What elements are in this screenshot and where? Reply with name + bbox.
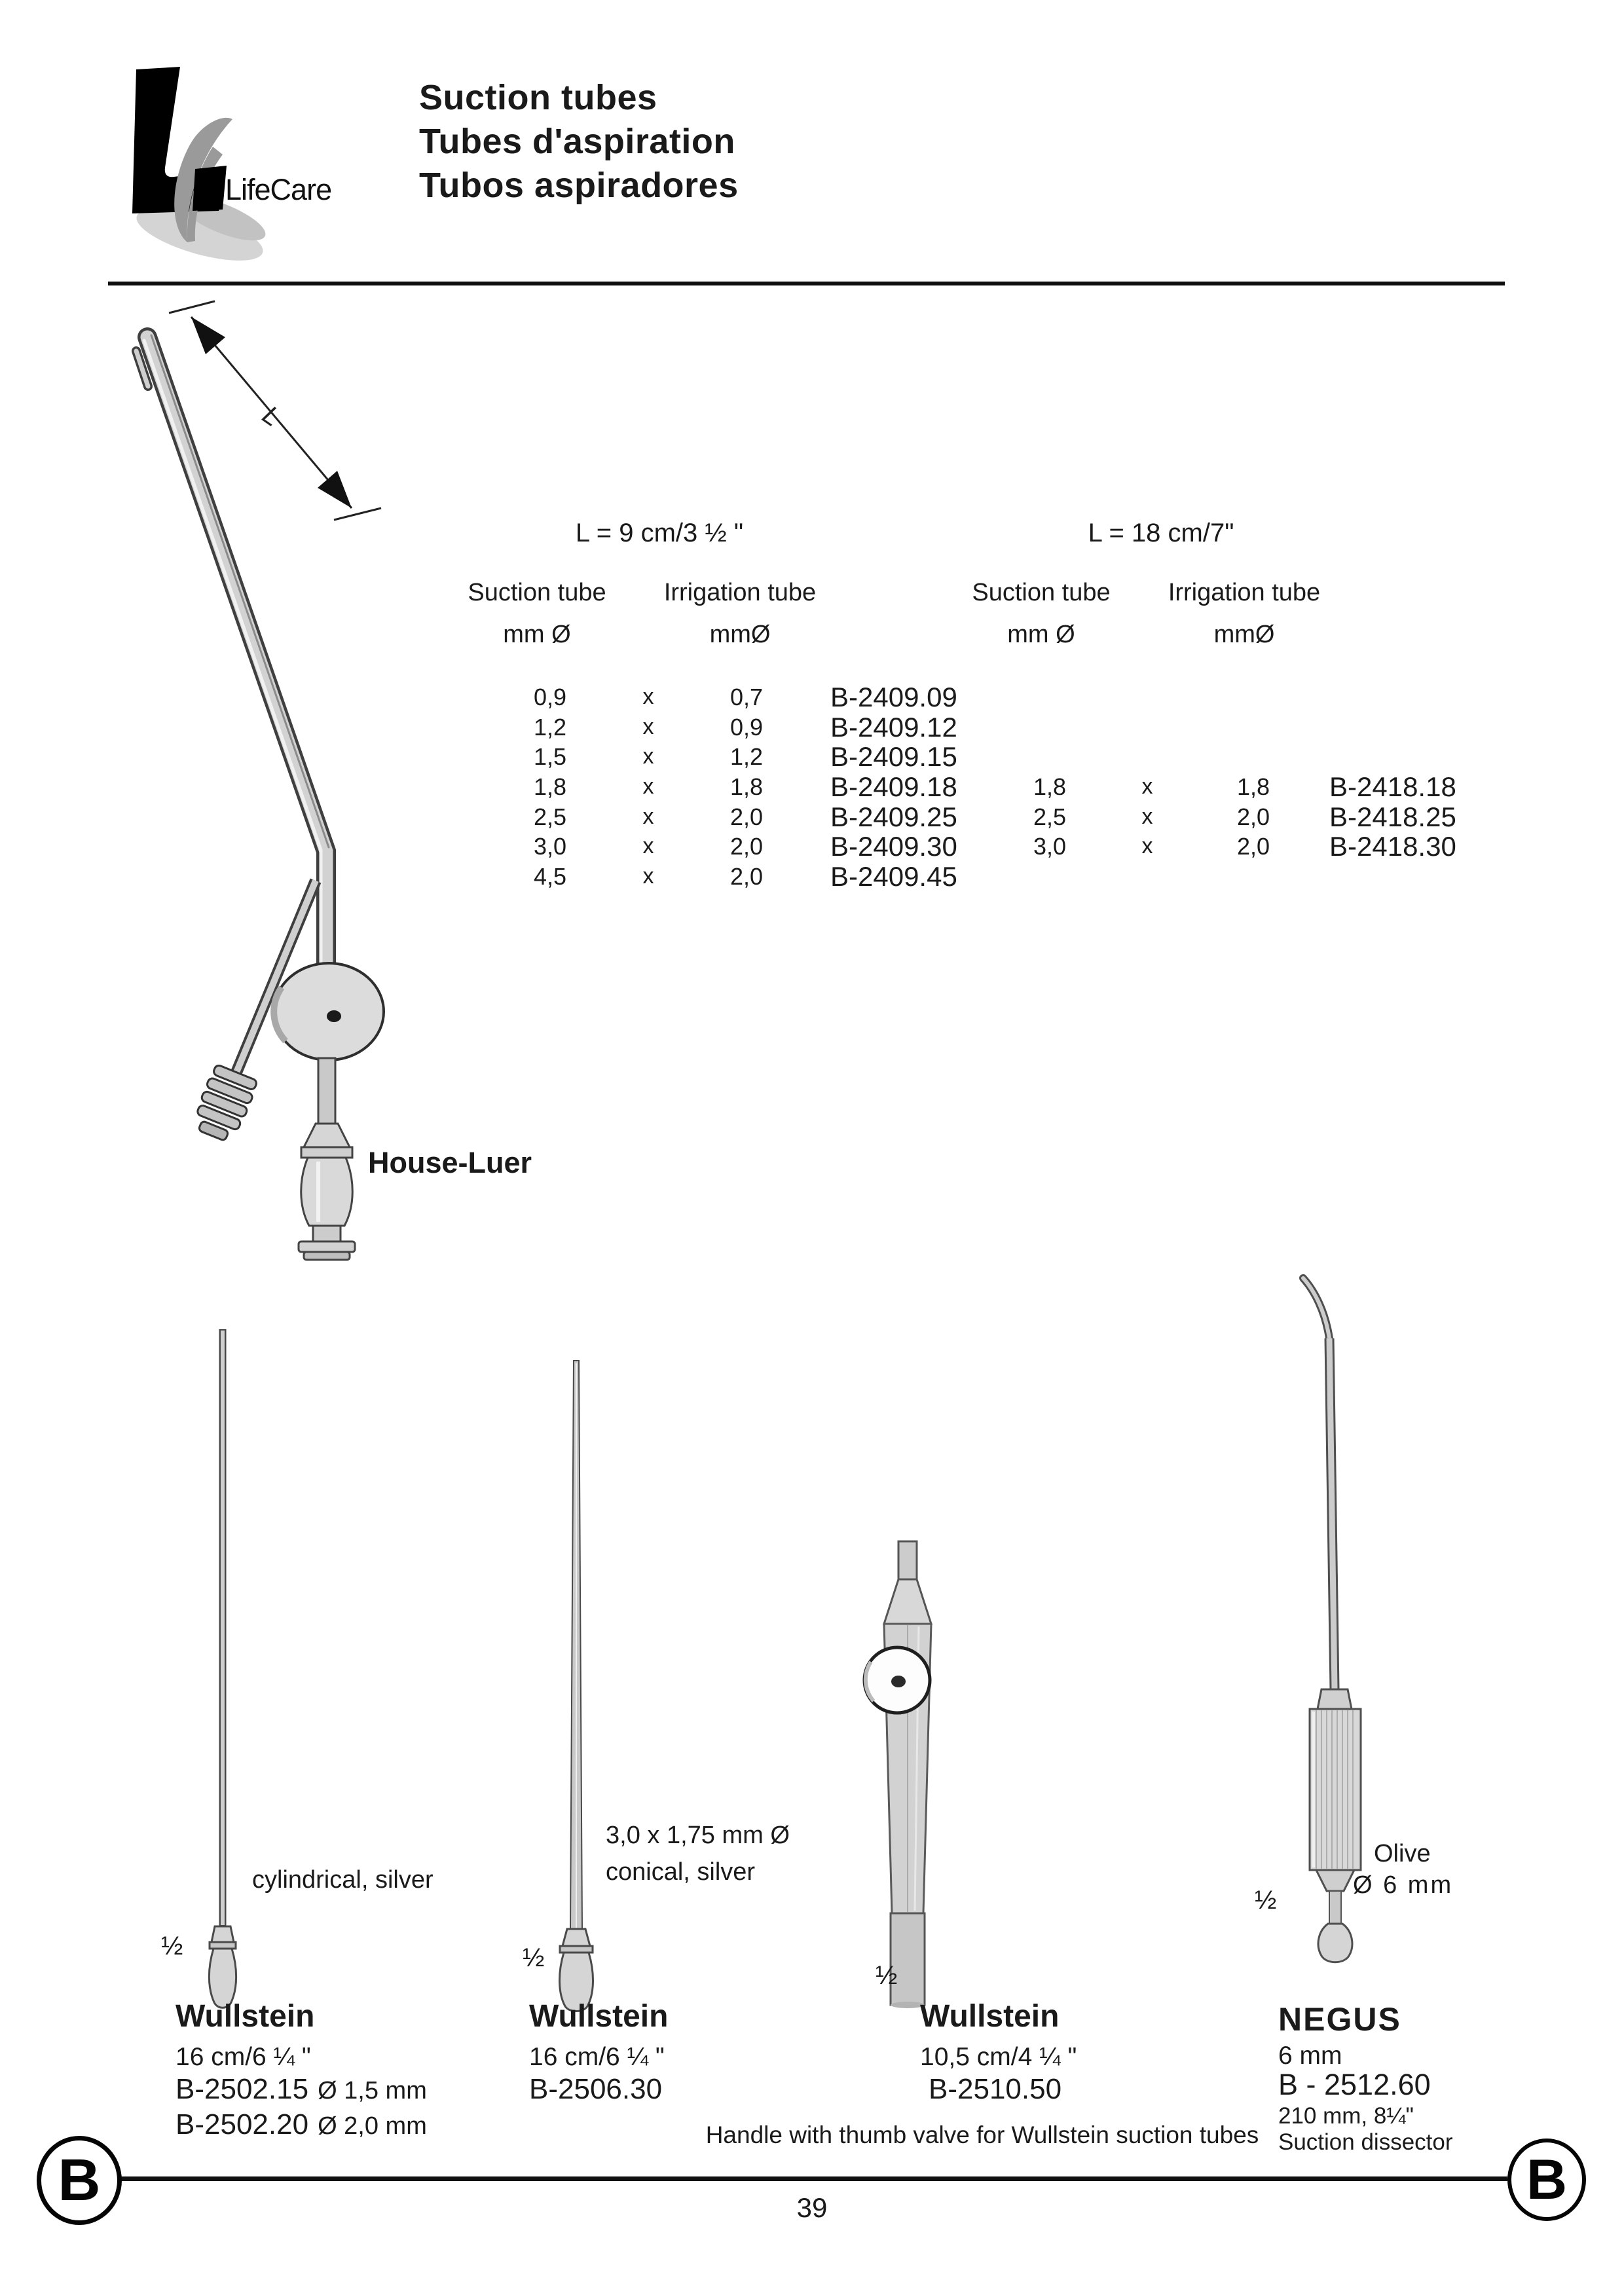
product-code: B-2409.30 bbox=[830, 831, 957, 862]
col-header-suction-left: Suction tube bbox=[468, 579, 606, 606]
luer-hub bbox=[299, 1058, 355, 1260]
col-header-irrigation-left: Irrigation tube bbox=[663, 579, 817, 606]
code: B-2506.30 bbox=[529, 2073, 663, 2105]
product-code: B-2409.12 bbox=[830, 711, 957, 743]
times-separator: x bbox=[642, 834, 654, 859]
product-code: B-2409.25 bbox=[830, 801, 957, 832]
product-name: Wullstein bbox=[175, 1999, 315, 2034]
times-separator: x bbox=[642, 714, 654, 739]
suction-diameter: 1,2 bbox=[533, 713, 567, 741]
table-row bbox=[0, 772, 1624, 802]
table-row bbox=[0, 832, 1624, 862]
title-es: Tubos aspiradores bbox=[419, 166, 739, 205]
times-separator: x bbox=[642, 774, 654, 799]
unit-header-irrigation-right: mmØ bbox=[1213, 621, 1275, 648]
header-divider bbox=[108, 282, 1505, 285]
wullstein-handle-illustration bbox=[851, 1532, 976, 2017]
wullstein-cylindrical-illustration bbox=[190, 1323, 268, 2017]
scale-mark: ½ bbox=[523, 1943, 545, 1972]
times-separator: x bbox=[1141, 774, 1153, 799]
ribbed-connector bbox=[190, 1064, 259, 1145]
annotation-conical: conical, silver bbox=[606, 1858, 756, 1886]
code: B-2502.15 bbox=[175, 2073, 309, 2105]
table-row bbox=[0, 802, 1624, 832]
unit-header-irrigation-left: mmØ bbox=[709, 621, 771, 648]
scale-mark: ½ bbox=[876, 1961, 898, 1990]
table-row bbox=[0, 862, 1624, 892]
suction-diameter: 4,5 bbox=[533, 863, 567, 890]
page-number: 39 bbox=[796, 2192, 828, 2223]
suction-diameter: 0,9 bbox=[533, 684, 567, 710]
product-code-line bbox=[175, 2108, 427, 2141]
irrigation-diameter: 0,7 bbox=[729, 684, 764, 710]
suction-diameter: 2,5 bbox=[533, 803, 567, 830]
table-row bbox=[0, 682, 1624, 712]
col-header-suction-right: Suction tube bbox=[972, 579, 1111, 606]
title-fr: Tubes d'aspiration bbox=[419, 122, 735, 161]
thumb-valve-disc bbox=[864, 1647, 930, 1713]
suction-diameter: 1,8 bbox=[533, 773, 567, 801]
lifecare-logo bbox=[124, 63, 321, 279]
product-code: B-2409.09 bbox=[830, 682, 957, 712]
product-type-detail: Suction dissector bbox=[1278, 2129, 1453, 2155]
times-separator: x bbox=[1141, 834, 1153, 859]
irrigation-diameter: 2,0 bbox=[729, 803, 764, 830]
irrigation-diameter: 1,8 bbox=[1236, 773, 1270, 800]
irrigation-diameter: 1,2 bbox=[729, 743, 764, 771]
wullstein-conical-illustration bbox=[537, 1349, 622, 2023]
code-spec: Ø 1,5 mm bbox=[318, 2077, 427, 2104]
code: B-2510.50 bbox=[929, 2073, 1062, 2105]
product-code: B-2418.18 bbox=[1329, 771, 1456, 802]
times-separator: x bbox=[642, 803, 654, 829]
product-code: B-2409.15 bbox=[830, 741, 957, 773]
handle-caption: Handle with thumb valve for Wullstein suction tubes bbox=[705, 2121, 1259, 2148]
table-right-length-header: L = 18 cm/7" bbox=[1088, 519, 1234, 547]
times-separator: x bbox=[642, 864, 654, 889]
product-length-detail: 210 mm, 8¼" bbox=[1278, 2103, 1414, 2129]
table-row bbox=[0, 712, 1624, 743]
irrigation-diameter: 2,0 bbox=[1236, 833, 1270, 860]
logo-letter-c-foot bbox=[193, 166, 227, 211]
suction-diameter: 3,0 bbox=[533, 833, 567, 860]
suction-diameter: 1,8 bbox=[1033, 773, 1067, 800]
code: B-2502.20 bbox=[175, 2108, 309, 2140]
times-separator: x bbox=[642, 744, 654, 769]
product-size: 6 mm bbox=[1278, 2042, 1342, 2070]
product-code-line bbox=[529, 2073, 662, 2106]
irrigation-diameter: 1,8 bbox=[729, 773, 764, 801]
olive-tip bbox=[1318, 1924, 1352, 1962]
title-en: Suction tubes bbox=[419, 78, 657, 117]
product-name: NEGUS bbox=[1278, 2001, 1401, 2038]
code-spec: Ø 2,0 mm bbox=[318, 2112, 427, 2140]
product-code: B-2418.30 bbox=[1329, 831, 1456, 862]
code: B - 2512.60 bbox=[1278, 2068, 1431, 2101]
table-left-length-header: L = 9 cm/3 ½ " bbox=[575, 519, 744, 547]
footer-divider bbox=[120, 2176, 1507, 2181]
unit-header-suction-left: mm Ø bbox=[503, 621, 571, 648]
product-code: B-2409.45 bbox=[830, 861, 957, 892]
page-title bbox=[419, 76, 739, 208]
figure-label: House-Luer bbox=[368, 1146, 532, 1179]
product-code-line bbox=[929, 2073, 1061, 2106]
product-code: B-2418.25 bbox=[1329, 801, 1456, 832]
table-right-rows bbox=[0, 772, 1624, 862]
product-name: Wullstein bbox=[920, 1999, 1060, 2034]
annotation-cylindrical: cylindrical, silver bbox=[252, 1866, 434, 1894]
suction-diameter: 3,0 bbox=[1033, 833, 1067, 860]
annotation-olive-diameter: Ø 6 mm bbox=[1353, 1871, 1454, 1899]
times-separator: x bbox=[642, 684, 654, 709]
irrigation-diameter: 2,0 bbox=[729, 833, 764, 860]
unit-header-suction-right: mm Ø bbox=[1007, 621, 1075, 648]
product-size: 10,5 cm/4 ¼ " bbox=[920, 2043, 1077, 2071]
product-code-line bbox=[1278, 2068, 1431, 2102]
section-badge-left: B bbox=[37, 2136, 122, 2225]
dimension-label: L bbox=[257, 400, 286, 433]
times-separator: x bbox=[1141, 803, 1153, 829]
scale-mark: ½ bbox=[1255, 1886, 1277, 1915]
product-code: B-2409.18 bbox=[830, 771, 957, 803]
suction-diameter: 1,5 bbox=[533, 743, 567, 771]
product-size: 16 cm/6 ¼ " bbox=[175, 2043, 311, 2071]
annotation-dimensions: 3,0 x 1,75 mm Ø bbox=[606, 1822, 790, 1849]
irrigation-diameter: 2,0 bbox=[729, 863, 764, 890]
brand-text: LifeCare bbox=[225, 173, 332, 206]
suction-diameter: 2,5 bbox=[1033, 803, 1067, 830]
annotation-olive: Olive bbox=[1374, 1840, 1431, 1867]
product-name: Wullstein bbox=[529, 1999, 669, 2034]
col-header-irrigation-right: Irrigation tube bbox=[1168, 579, 1321, 606]
table-row bbox=[0, 742, 1624, 772]
section-badge-right: B bbox=[1507, 2139, 1586, 2221]
thumb-disc bbox=[274, 963, 384, 1060]
product-size: 16 cm/6 ¼ " bbox=[529, 2043, 665, 2071]
scale-mark: ½ bbox=[161, 1932, 183, 1960]
irrigation-diameter: 0,9 bbox=[729, 713, 764, 741]
product-code-line bbox=[175, 2073, 427, 2106]
irrigation-diameter: 2,0 bbox=[1236, 803, 1270, 830]
